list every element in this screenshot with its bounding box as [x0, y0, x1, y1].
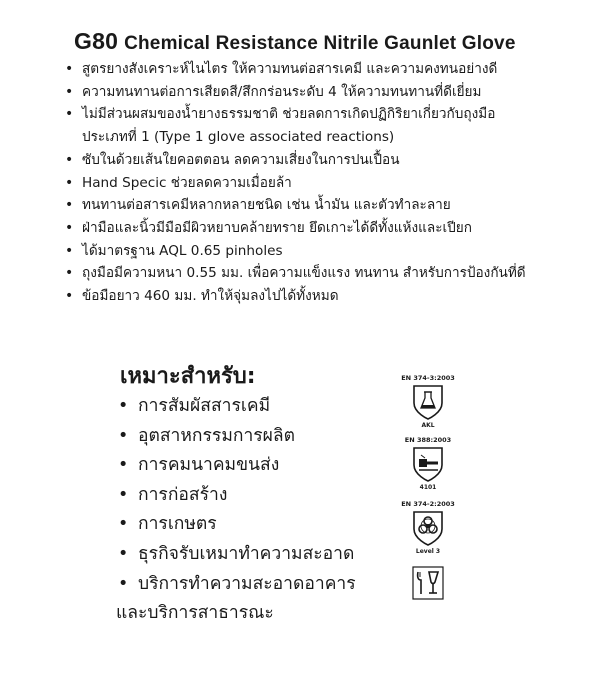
suitable-item: • การก่อสร้าง [116, 481, 356, 511]
feature-item: • Hand Specic ช่วยลดความเมื่อยล้า [62, 172, 582, 195]
suitable-item: • อุตสาหกรรมการผลิต [116, 422, 356, 452]
feature-list [62, 58, 582, 308]
product-name: Chemical Resistance Nitrile Gaunlet Glove [124, 33, 516, 54]
suitable-item: • การสัมผัสสารเคมี [116, 392, 356, 422]
chemical-flask-icon [411, 383, 445, 421]
cert-badge-en374-3 [398, 374, 458, 429]
biohazard-icon [411, 509, 445, 547]
feature-item: • ถุงมือมีความหนา 0.55 มม. เพื่อความแข็งแรง ทนทาน สำหรับการป้องกันที่ดี [62, 262, 582, 285]
feature-item-continuation: • ซับในด้วยเส้นใยคอตตอน ลดความเสี่ยงในการปนเปื้อน [62, 149, 582, 172]
feature-item: • ได้มาตรฐาน AQL 0.65 pinholes [62, 240, 582, 263]
suitable-item: • การเกษตร [116, 510, 356, 540]
suitable-for-heading: เหมาะสำหรับ: [120, 364, 256, 389]
cert-standard: EN 388:2003 [404, 436, 452, 444]
suitable-item: • การคมนาคมขนส่ง [116, 451, 356, 481]
food-safe-fork-glass-icon [411, 565, 445, 601]
feature-item: • ทนทานต่อสารเคมีหลากหลายชนิด เช่น น้ำมัน และตัวทำละลาย [62, 194, 582, 217]
cert-standard: EN 374-2:2003 [401, 500, 455, 508]
feature-item: • ฝ่ามือและนิ้วมีมือมีผิวหยาบคล้ายทราย ยึดเกาะได้ดีทั้งแห้งและเปียก [62, 217, 582, 240]
suitable-item: • ธุรกิจรับเหมาทำความสะอาด [116, 540, 356, 570]
feature-item: • ข้อมือยาว 460 มม. ทำให้จุ่มลงไปได้ทั้งหมด [62, 285, 582, 308]
product-code: G80 [74, 28, 119, 54]
feature-item: • สูตรยางสังเคราะห์ไนไตร ให้ความทนต่อสารเคมี และความคงทนอย่างดี [62, 58, 582, 81]
cert-level: 4101 [419, 484, 437, 491]
product-title [74, 28, 516, 55]
cert-level: Level 3 [415, 548, 441, 555]
feature-item: • ความทนทานต่อการเสียดสี/สึกกร่อนระดับ 4 ให้ความทนทานที่ดีเยี่ยม [62, 81, 582, 104]
suitable-item: • บริการทำความสะอาดอาคาร และบริการสาธารณะ [116, 570, 356, 629]
cert-standard: EN 374-3:2003 [401, 374, 455, 382]
suitable-for-list [116, 392, 356, 629]
food-safe-badge [398, 564, 458, 601]
cert-level: AKL [421, 422, 435, 429]
hammer-mechanical-icon [411, 445, 445, 483]
feature-item: • ไม่มีส่วนผสมของน้ำยางธรรมชาติ ช่วยลดการเกิดปฏิกิริยาเกี่ยวกับถุงมือ ประเภทที่ 1 (Type 1 glove associated reactions) [62, 103, 582, 148]
cert-badge-en388 [398, 436, 458, 491]
cert-badge-en374-2 [398, 500, 458, 555]
